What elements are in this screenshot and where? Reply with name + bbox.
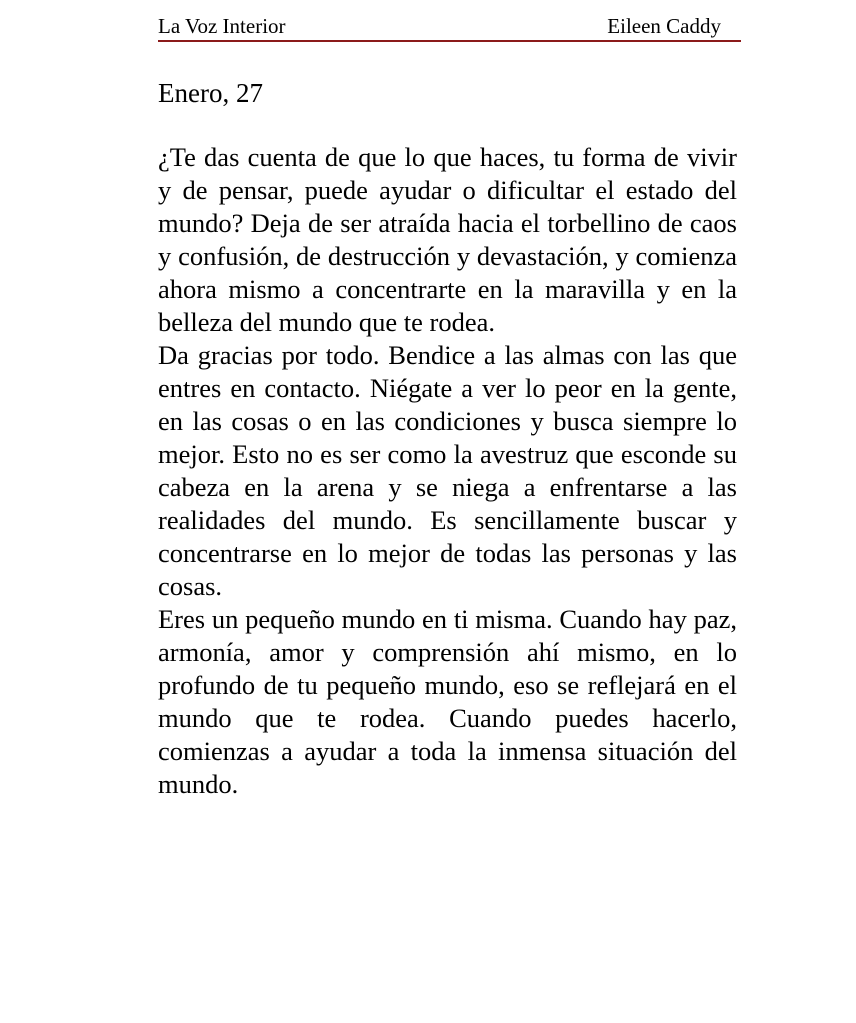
entry-date: Enero, 27: [158, 78, 263, 108]
entry-body: [158, 141, 737, 801]
book-title: La Voz Interior: [158, 14, 286, 38]
author-name: Eileen Caddy: [607, 14, 721, 38]
paragraph-1: ¿Te das cuenta de que lo que haces, tu forma de vivir y de pensar, puede ayudar o dificultar el estado del mundo? Deja de ser atraída hacia el torbellino de caos y confusión, de destrucción y devastación, y comienza ahora mismo a concentrarte en la maravilla y en la belleza del mundo que te rodea.: [158, 142, 737, 337]
paragraph-3: Eres un pequeño mundo en ti misma. Cuando hay paz, armonía, amor y comprensión ahí mismo, en lo profundo de tu pequeño mundo, eso se reflejará en el mundo que te rodea. Cuando puedes hacerlo, comienzas a ayudar a toda la inmensa situación del mundo.: [158, 604, 737, 799]
paragraph-2: Da gracias por todo. Bendice a las almas con las que entres en contacto. Niégate a ver lo peor en la gente, en las cosas o en las condiciones y busca siempre lo mejor. Esto no es ser como la avestruz que esconde su cabeza en la arena y se niega a enfrentarse a las realidades del mundo. Es sencillamente buscar y concentrarse en lo mejor de todas las personas y las cosas.: [158, 340, 737, 601]
page-header: [158, 12, 741, 42]
